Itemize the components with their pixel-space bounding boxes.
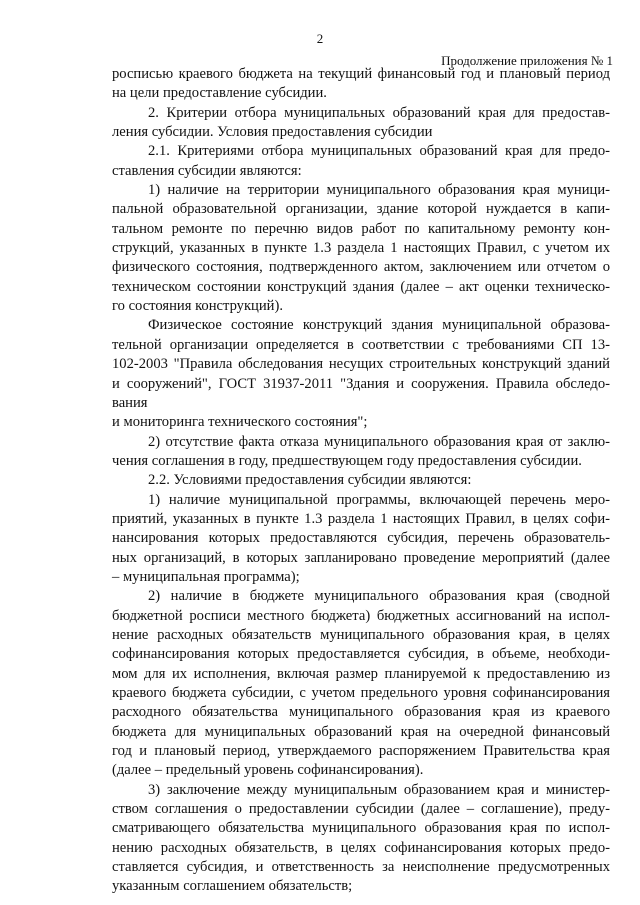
text-line: 2.2. Условиями предоставления субсидии являются: <box>148 472 472 489</box>
text-line: вания <box>112 394 148 411</box>
text-line: пальной образовательной организации, здание которой нуждается в капи- <box>112 201 610 218</box>
text-line: нению расходных обязательств, в целях софинансирования которых предо- <box>112 839 610 856</box>
text-line: ления субсидии. Условия предоставления субсидии <box>112 124 433 141</box>
text-line: 2.1. Критериями отбора муниципальных образований края для предо- <box>148 143 610 160</box>
text-line: тельной организации определяется в соответствии с требованиями СП 13- <box>112 336 610 353</box>
text-line: софинансирования которых предоставляется субсидия, в объеме, необходи- <box>112 646 610 663</box>
text-line: 2) наличие в бюджете муниципального образования края (сводной <box>148 588 610 605</box>
text-line: указанным соглашением обязательств; <box>112 878 353 895</box>
text-line: приятий, указанных в пункте 1.3 раздела 1 настоящих Правил, в целях софи- <box>112 510 610 527</box>
text-line: нение расходных обязательств муниципального образования края, в целях <box>112 626 610 643</box>
text-line: 3) заключение между муниципальным образованием края и министер- <box>148 781 610 798</box>
text-line: бюджетной росписи местного бюджета) бюджетных ассигнований на испол- <box>112 607 610 624</box>
text-line: 102-2003 "Правила обследования несущих строительных конструкций зданий <box>112 356 610 373</box>
page-number: 2 <box>316 31 324 46</box>
text-line: и сооружений", ГОСТ 31937-2011 "Здания и сооружения. Правила обследо- <box>112 375 610 392</box>
text-line: тальном ремонте по перечню видов работ по капитальному ремонту кон- <box>112 220 610 237</box>
text-line: сматривающего обязательства муниципального образования края по испол- <box>112 820 610 837</box>
text-line: краевого бюджета субсидии, с учетом предельного уровня софинансирования <box>112 685 610 701</box>
text-line: мом для их исполнения, включая размер планируемой к предоставлению из <box>112 665 610 682</box>
text-line: бюджета для муниципальных образований края на очередной финансовый <box>112 723 610 740</box>
text-line: го состояния конструкций). <box>112 298 283 315</box>
text-line: ставляется субсидия, и ответственность за неисполнение предусмотренных <box>112 859 610 876</box>
text-line: Физическое состояние конструкций здания муниципальной образова- <box>148 317 610 334</box>
text-line: чения соглашения в году, предшествующем году предоставления субсидии. <box>112 452 582 469</box>
document-body <box>112 65 610 897</box>
text-line: (далее – предельный уровень софинансирования). <box>112 762 424 779</box>
text-line: 1) наличие муниципальной программы, включающей перечень меро- <box>148 491 610 508</box>
text-line: ством соглашения о предоставлении субсидии (далее – соглашение), преду- <box>112 801 610 818</box>
text-line: росписью краевого бюджета на текущий финансовый год и плановый период <box>112 66 610 82</box>
text-line: ных организаций, в которых запланировано проведение мероприятий (далее <box>112 549 610 566</box>
text-line: 1) наличие на территории муниципального образования края муници- <box>148 182 610 199</box>
text-line: 2) отсутствие факта отказа муниципального образования края от заклю- <box>148 433 610 450</box>
text-line: 2. Критерии отбора муниципальных образований края для предостав- <box>148 104 610 121</box>
text-line: ставления субсидии являются: <box>112 162 302 179</box>
text-line: физического состояния, подтвержденного актом, заключением или отчетом о <box>112 259 610 276</box>
appendix-continuation-note: Продолжение приложения № 1 <box>441 53 613 68</box>
text-line: расходного обязательства муниципального образования края из краевого <box>112 704 610 721</box>
text-line: и мониторинга технического состояния"; <box>112 414 368 431</box>
text-line: на цели предоставление субсидии. <box>112 85 327 102</box>
text-line: год и плановый период, утверждаемого распоряжением Правительства края <box>112 743 610 760</box>
text-line: нансирования которых предоставляются субсидия, перечень образователь- <box>112 530 610 547</box>
text-line: техническом состоянии конструкций здания (далее – акт оценки техническо- <box>112 278 610 295</box>
text-line: – муниципальная программа); <box>112 568 300 585</box>
text-line: струкций, указанных в пункте 1.3 раздела 1 настоящих Правил, с учетом их <box>112 240 610 257</box>
